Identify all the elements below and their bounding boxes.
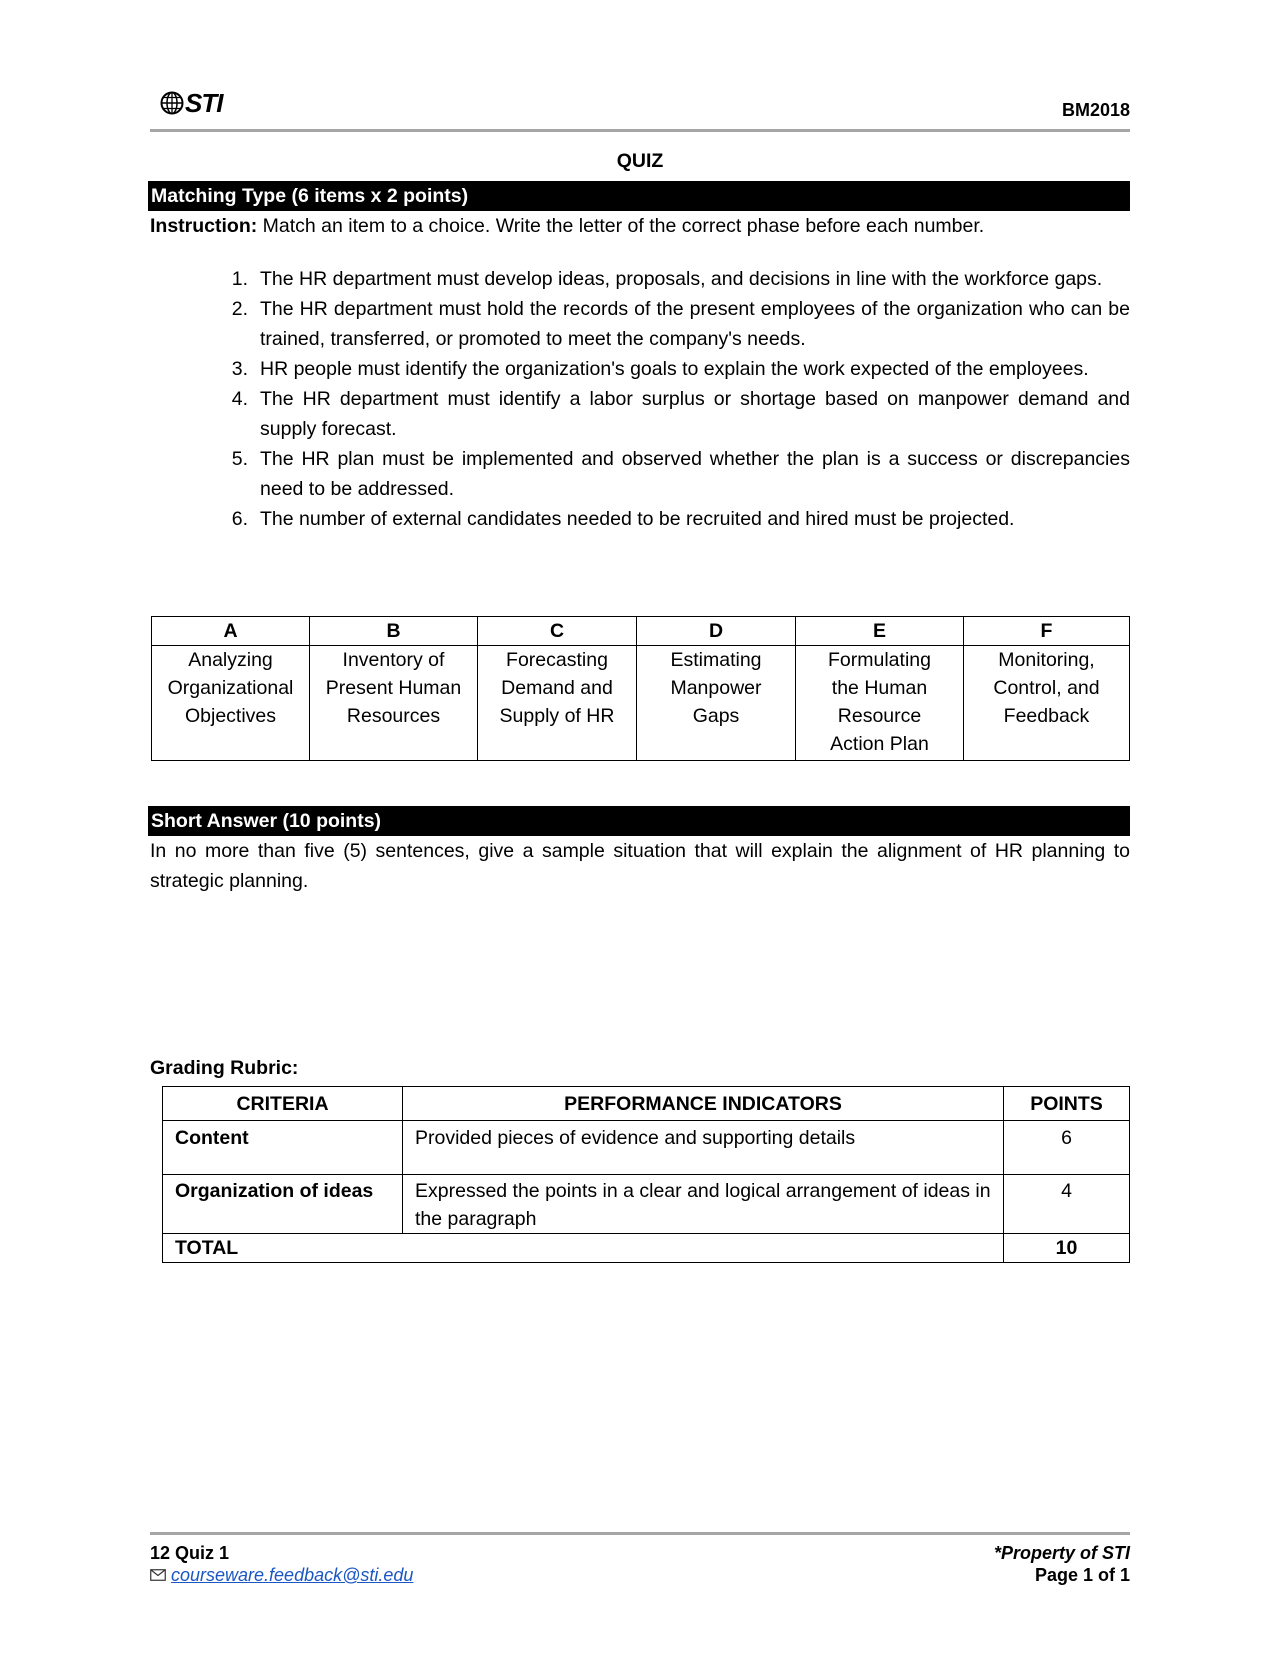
item-text: HR people must identify the organization's goals to explain the work expected of the employees.: [260, 358, 1089, 380]
matching-instruction: [150, 211, 1130, 241]
choice-letter: A: [152, 617, 310, 646]
matching-items-list: [216, 264, 1130, 534]
item-number: 2.: [231, 298, 248, 320]
course-label: 12 Quiz 1: [150, 1543, 230, 1563]
rubric-header-cell: CRITERIA: [163, 1087, 403, 1121]
item-number: 1.: [231, 268, 248, 290]
property-notice: *Property of STI: [993, 1543, 1130, 1563]
criteria-cell: Content: [163, 1121, 403, 1175]
choice-line: Gaps: [692, 705, 740, 727]
choice-line: Monitoring,: [998, 649, 1095, 671]
indicator-cell: Provided pieces of evidence and supporting details: [403, 1121, 1004, 1175]
points-cell: 4: [1004, 1175, 1130, 1234]
rubric-header-row: [163, 1087, 1130, 1121]
instruction-text: Match an item to a choice. Write the letter of the correct phase before each number.: [257, 215, 985, 237]
list-item: [216, 294, 1130, 354]
short-answer-section-heading: Short Answer (10 points): [148, 806, 1130, 836]
item-number: 4.: [231, 388, 248, 410]
choice-cell: [152, 646, 310, 761]
item-text: The HR plan must be implemented and observed whether the plan is a success or discrepancies need to be addressed.: [260, 448, 1130, 500]
choice-line: Supply of HR: [499, 705, 615, 727]
matching-section-heading: Matching Type (6 items x 2 points): [148, 181, 1130, 211]
table-row: [163, 1121, 1130, 1175]
document-code: BM2018: [1061, 100, 1130, 120]
item-text: The HR department must hold the records of the present employees of the organization who can be trained, transferred, or promoted to meet the company's needs.: [260, 298, 1130, 350]
document-page: [150, 0, 1130, 1656]
item-number: 3.: [231, 358, 248, 380]
choice-cell: [796, 646, 964, 761]
footer-email: [150, 1564, 413, 1586]
choice-line: Estimating: [670, 649, 762, 671]
choice-cell: [964, 646, 1130, 761]
mail-icon: [150, 1569, 166, 1581]
sti-logo: [160, 88, 222, 118]
globe-icon: [160, 91, 184, 115]
table-row: [163, 1175, 1130, 1234]
grading-rubric-table: [162, 1086, 1130, 1263]
indicator-cell: Expressed the points in a clear and logical arrangement of ideas in the paragraph: [403, 1175, 1004, 1234]
choice-line: Manpower: [670, 677, 762, 699]
choice-letter: F: [964, 617, 1130, 646]
choice-line: Forecasting: [506, 649, 608, 671]
choices-letter-row: [152, 617, 1130, 646]
item-text: The number of external candidates needed to be recruited and hired must be projected.: [260, 508, 1015, 530]
header-divider: [150, 129, 1130, 132]
choice-line: the Human: [831, 677, 928, 699]
list-item: [216, 354, 1130, 384]
logo-text: STI: [185, 88, 223, 118]
footer-right: [994, 1542, 1130, 1586]
choice-line: Present Human: [325, 677, 462, 699]
choice-line: Resource: [837, 705, 922, 727]
item-text: The HR department must develop ideas, proposals, and decisions in line with the workforce gaps.: [260, 268, 1103, 290]
list-item: [216, 384, 1130, 444]
item-number: 5.: [231, 448, 248, 470]
choice-line: Action Plan: [830, 733, 929, 755]
choice-line: Formulating: [828, 649, 931, 671]
total-label: TOTAL: [163, 1234, 1004, 1263]
choice-line: Feedback: [1003, 705, 1090, 727]
choice-cell: [637, 646, 796, 761]
short-answer-prompt: In no more than five (5) sentences, give a sample situation that will explain the alignment of HR planning to strategic planning.: [150, 840, 1130, 892]
instruction-label: Instruction:: [150, 215, 258, 237]
total-row: [163, 1234, 1130, 1263]
choice-letter: D: [637, 617, 796, 646]
choice-line: Demand and: [501, 677, 613, 699]
rubric-label: Grading Rubric:: [150, 1057, 299, 1079]
page-number: Page 1 of 1: [1034, 1565, 1130, 1585]
choice-cell: [310, 646, 478, 761]
choice-line: Objectives: [184, 705, 277, 727]
criteria-cell: Organization of ideas: [163, 1175, 403, 1234]
item-number: 6.: [231, 508, 248, 530]
choice-cell: [478, 646, 637, 761]
footer-left: [150, 1542, 413, 1586]
total-points: 10: [1004, 1234, 1130, 1263]
page-title: QUIZ: [616, 150, 664, 172]
rubric-header-cell: POINTS: [1004, 1087, 1130, 1121]
choices-text-row: [152, 646, 1130, 761]
choice-line: Inventory of: [342, 649, 445, 671]
list-item: [216, 444, 1130, 504]
list-item: [216, 264, 1130, 294]
email-link[interactable]: courseware.feedback@sti.edu: [171, 1565, 414, 1585]
footer-divider: [150, 1532, 1130, 1535]
choice-letter: E: [796, 617, 964, 646]
rubric-header-cell: PERFORMANCE INDICATORS: [403, 1087, 1004, 1121]
choice-line: Analyzing: [188, 649, 273, 671]
choice-letter: C: [478, 617, 637, 646]
list-item: [216, 504, 1130, 534]
item-text: The HR department must identify a labor surplus or shortage based on manpower demand and supply forecast.: [260, 388, 1130, 440]
choice-letter: B: [310, 617, 478, 646]
choice-line: Control, and: [993, 677, 1100, 699]
points-cell: 6: [1004, 1121, 1130, 1175]
choices-table: [151, 616, 1130, 761]
choice-line: Resources: [346, 705, 441, 727]
choice-line: Organizational: [167, 677, 294, 699]
